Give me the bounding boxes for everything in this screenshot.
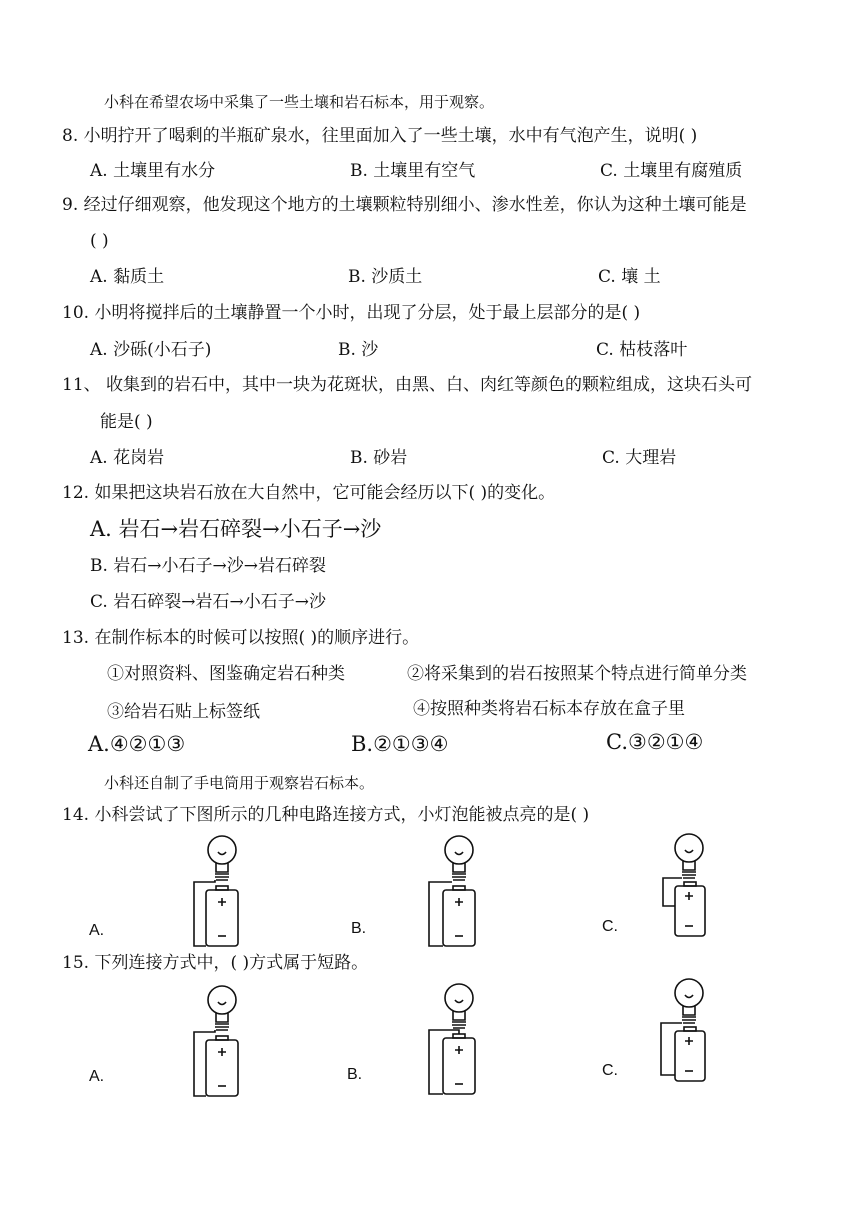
q12-option-b[interactable]: B. 岩石→小石子→沙→岩石碎裂 bbox=[90, 556, 327, 576]
q11-option-b[interactable]: B. 砂岩 bbox=[350, 448, 408, 468]
q9-option-b[interactable]: B. 沙质土 bbox=[348, 267, 423, 287]
q15-circuit-a-figure bbox=[188, 982, 268, 1100]
q14-circuit-c-figure bbox=[655, 830, 735, 942]
q11-option-c[interactable]: C. 大理岩 bbox=[602, 448, 677, 468]
q11-option-a[interactable]: A. 花岗岩 bbox=[90, 448, 165, 468]
bulb-icon bbox=[675, 979, 703, 1007]
q15-option-b[interactable]: B. bbox=[347, 1066, 363, 1083]
q15-stem: 15. 下列连接方式中，( )方式属于短路。 bbox=[62, 953, 369, 973]
q13-step-2: ②将采集到的岩石按照某个特点进行简单分类 bbox=[407, 664, 747, 684]
q13-step-3: ③给岩石贴上标签纸 bbox=[107, 702, 260, 722]
q8-option-c[interactable]: C. 土壤里有腐殖质 bbox=[600, 161, 743, 181]
q13-stem: 13. 在制作标本的时候可以按照( )的顺序进行。 bbox=[62, 628, 420, 648]
bulb-icon bbox=[445, 836, 473, 864]
section-intro-flashlight: 小科还自制了手电筒用于观察岩石标本。 bbox=[104, 774, 375, 792]
q12-option-a[interactable]: A. 岩石→岩石碎裂→小石子→沙 bbox=[90, 517, 382, 541]
q15-circuit-b-figure bbox=[425, 980, 505, 1098]
battery-icon bbox=[675, 1031, 705, 1081]
q8-option-b[interactable]: B. 土壤里有空气 bbox=[350, 161, 476, 181]
q11-stem: 11、 收集到的岩石中，其中一块为花斑状，由黑、白、肉红等颜色的颗粒组成，这块石头可 bbox=[62, 375, 753, 395]
q15-circuit-c-figure bbox=[655, 975, 735, 1087]
q10-option-c[interactable]: C. 枯枝落叶 bbox=[596, 340, 688, 360]
q15-option-c[interactable]: C. bbox=[602, 1062, 618, 1079]
q12-stem: 12. 如果把这块岩石放在大自然中，它可能会经历以下( )的变化。 bbox=[62, 483, 556, 503]
q14-option-b[interactable]: B. bbox=[351, 920, 367, 937]
q9-stem: 9. 经过仔细观察，他发现这个地方的土壤颗粒特别细小、渗水性差，你认为这种土壤可能是 bbox=[62, 195, 747, 215]
bulb-icon bbox=[208, 836, 236, 864]
section-intro-soil: 小科在希望农场中采集了一些土壤和岩石标本，用于观察。 bbox=[104, 93, 495, 111]
q13-option-a[interactable]: A.④②①③ bbox=[88, 732, 186, 756]
bulb-icon bbox=[208, 986, 236, 1014]
q9-option-a[interactable]: A. 黏质土 bbox=[90, 267, 165, 287]
bulb-icon bbox=[675, 834, 703, 862]
battery-icon bbox=[675, 886, 705, 936]
q14-option-a[interactable]: A. bbox=[89, 922, 105, 939]
q11-answer-blank: 能是( ) bbox=[100, 412, 153, 432]
q14-circuit-a-figure bbox=[188, 832, 268, 950]
q8-option-a[interactable]: A. 土壤里有水分 bbox=[90, 161, 216, 181]
bulb-icon bbox=[445, 984, 473, 1012]
q13-step-4: ④按照种类将岩石标本存放在盒子里 bbox=[413, 699, 685, 719]
q14-circuit-b-figure bbox=[425, 832, 505, 950]
q9-option-c[interactable]: C. 壤 土 bbox=[598, 267, 661, 287]
q10-option-b[interactable]: B. 沙 bbox=[338, 340, 379, 360]
q13-option-b[interactable]: B.②①③④ bbox=[351, 732, 449, 756]
q9-answer-blank: ( ) bbox=[90, 231, 109, 251]
q10-stem: 10. 小明将搅拌后的土壤静置一个小时，出现了分层，处于最上层部分的是( ) bbox=[62, 303, 641, 323]
q14-option-c[interactable]: C. bbox=[602, 918, 618, 935]
q10-option-a[interactable]: A. 沙砾(小石子) bbox=[90, 340, 212, 360]
q15-option-a[interactable]: A. bbox=[89, 1068, 105, 1085]
q13-option-c[interactable]: C.③②①④ bbox=[606, 730, 704, 754]
q14-stem: 14. 小科尝试了下图所示的几种电路连接方式，小灯泡能被点亮的是( ) bbox=[62, 805, 590, 825]
q12-option-c[interactable]: C. 岩石碎裂→岩石→小石子→沙 bbox=[90, 592, 326, 612]
q13-step-1: ①对照资料、图鉴确定岩石种类 bbox=[107, 664, 345, 684]
q8-stem: 8. 小明拧开了喝剩的半瓶矿泉水，往里面加入了一些土壤，水中有气泡产生，说明( ) bbox=[62, 126, 698, 146]
